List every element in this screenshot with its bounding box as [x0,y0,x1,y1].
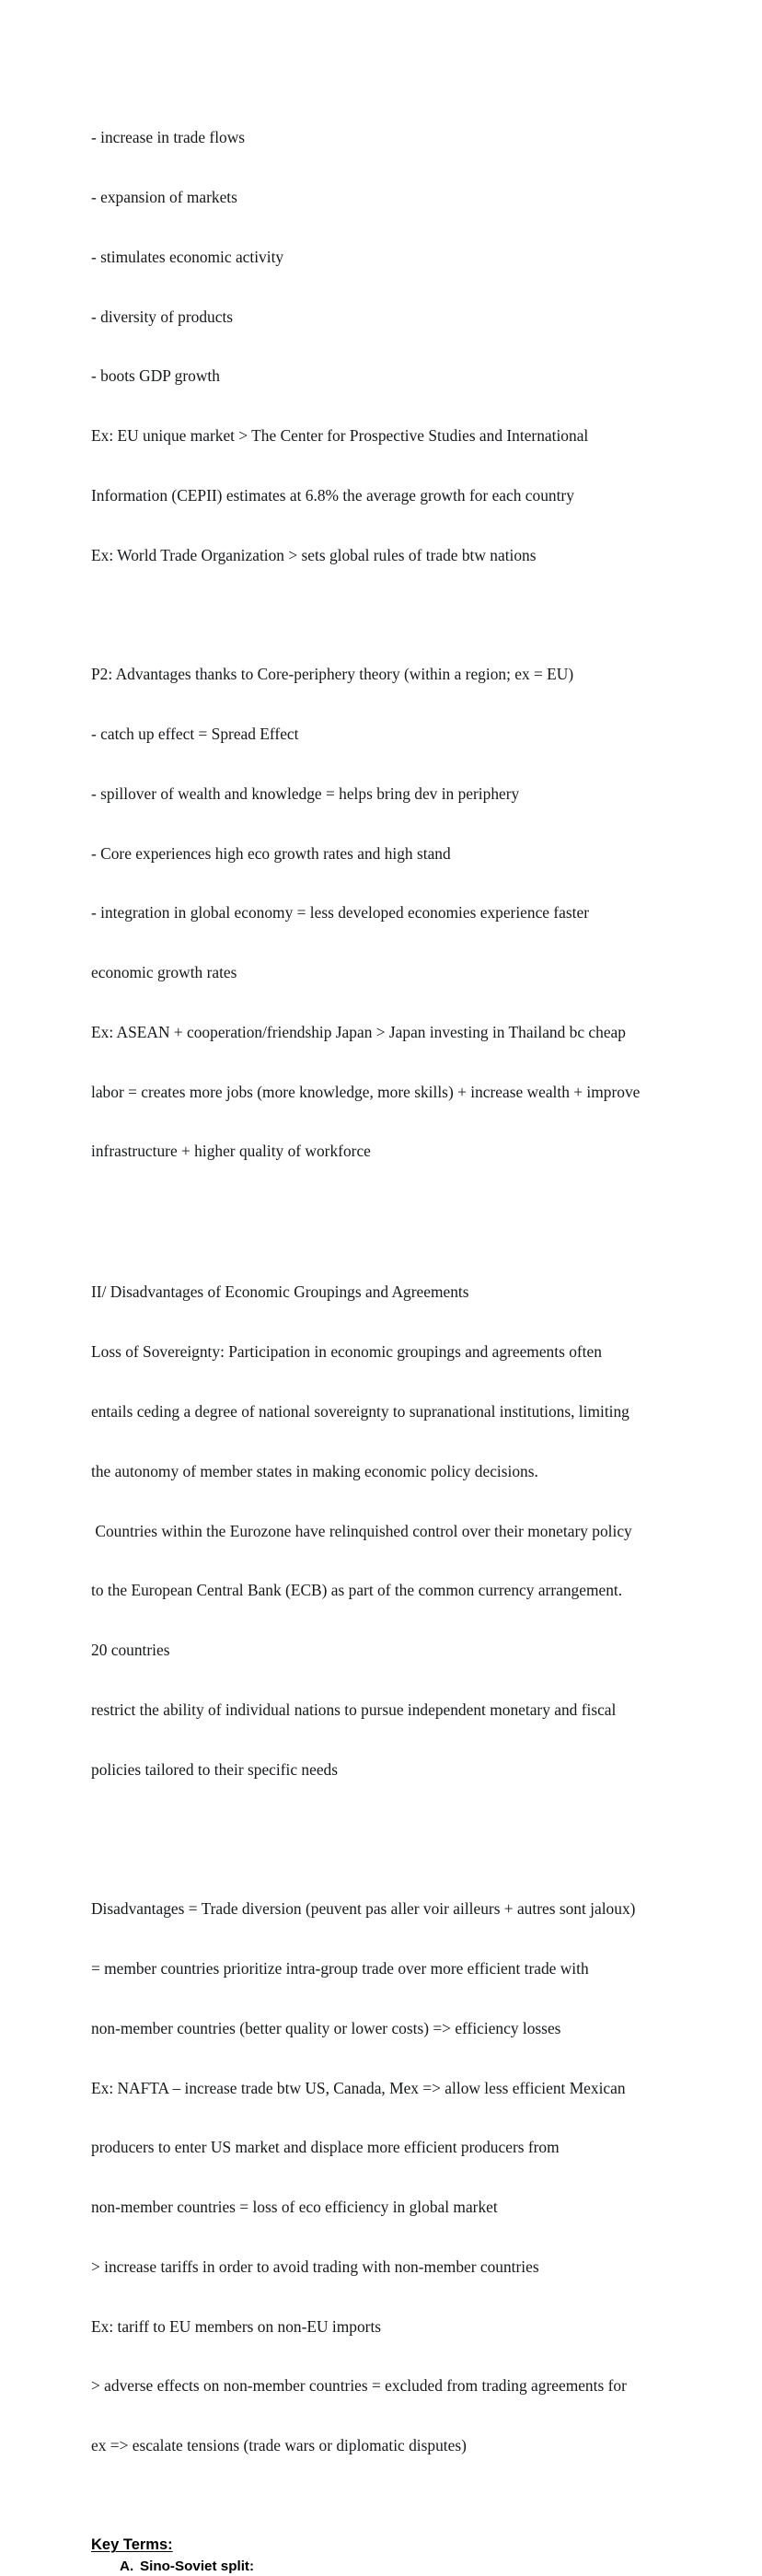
paragraph-spacer [91,605,673,625]
text-line: Ex: tariff to EU members on non-EU imports [91,2316,382,2336]
text-line: Ex: NAFTA – increase trade btw US, Canada, Mex => allow less efficient Mexican [91,2078,626,2097]
text-line: to the European Central Bank (ECB) as part of the common currency arrangement. [91,1581,623,1600]
text-line: Disadvantages = Trade diversion (peuvent pas aller voir ailleurs + autres sont jaloux) [91,1899,636,1919]
text-line: - increase in trade flows [91,128,246,147]
section-heading: II/ Disadvantages of Economic Groupings and Agreements [91,1282,469,1302]
text-line: - integration in global economy = less developed economies experience faster [91,903,589,922]
text-line: - diversity of products [91,307,234,326]
text-line: Ex: World Trade Organization > sets global rules of trade btw nations [91,545,537,564]
list-item-marker: A. [120,2559,134,2575]
text-line: Ex: EU unique market > The Center for Prospective Studies and International [91,426,589,446]
text-line: non-member countries (better quality or lower costs) => efficiency losses [91,2018,561,2037]
text-line: non-member countries = loss of eco efficiency in global market [91,2198,498,2217]
key-terms-section [91,2535,673,2576]
text-line: Loss of Sovereignty: Participation in economic groupings and agreements often [91,1342,602,1362]
text-line: - boots GDP growth [91,366,220,386]
text-line: P2: Advantages thanks to Core-periphery theory (within a region; ex = EU) [91,665,574,684]
list-item-label: Sino-Soviet split: [140,2559,255,2575]
key-terms-heading-row [91,2535,673,2555]
text-line: - Core experiences high eco growth rates and high stand [91,843,451,863]
text-line: = member countries prioritize intra-group trade over more efficient trade with [91,1958,589,1978]
text-line: > increase tariffs in order to avoid trading with non-member countries [91,2257,539,2276]
text-line: Countries within the Eurozone have relinquished control over their monetary policy [91,1521,632,1540]
text-line: economic growth rates [91,963,237,982]
document-body [91,88,673,2576]
paragraph-spacer [91,1819,673,1860]
text-line: 20 countries [91,1641,170,1660]
text-line: entails ceding a degree of national sovereignty to supranational institutions, limiting [91,1402,629,1421]
text-line: Ex: ASEAN + cooperation/friendship Japan > Japan investing in Thailand bc cheap [91,1022,626,1041]
disadvantages-section-block [91,1243,673,1819]
text-line: Information (CEPII) estimates at 6.8% the average growth for each country [91,485,574,505]
text-line: - catch up effect = Spread Effect [91,725,299,743]
text-line: - spillover of wealth and knowledge = helps bring dev in periphery [91,783,520,803]
text-line: - stimulates economic activity [91,247,284,266]
text-line: the autonomy of member states in making economic policy decisions. [91,1461,538,1480]
text-line: policies tailored to their specific needs [91,1759,339,1779]
key-terms-list [91,2558,673,2576]
text-line: infrastructure + higher quality of workforce [91,1142,371,1161]
text-line: producers to enter US market and displace more efficient producers from [91,2138,560,2157]
text-line: labor = creates more jobs (more knowledge, more skills) + increase wealth + improve [91,1082,641,1101]
trade-diversion-block [91,1860,673,2496]
text-line: > adverse effects on non-member countries = excluded from trading agreements for [91,2376,627,2396]
text-line: - expansion of markets [91,187,237,206]
advantages-list-block [91,88,673,605]
section-spacer [91,2496,673,2536]
section-spacer [91,1201,673,1243]
key-terms-heading: Key Terms: [91,2536,173,2554]
key-terms-list-item [91,2558,673,2576]
text-line: ex => escalate tensions (trade wars or diplomatic disputes) [91,2436,467,2455]
core-periphery-block [91,625,673,1201]
text-line: restrict the ability of individual nations to pursue independent monetary and fiscal [91,1700,617,1719]
